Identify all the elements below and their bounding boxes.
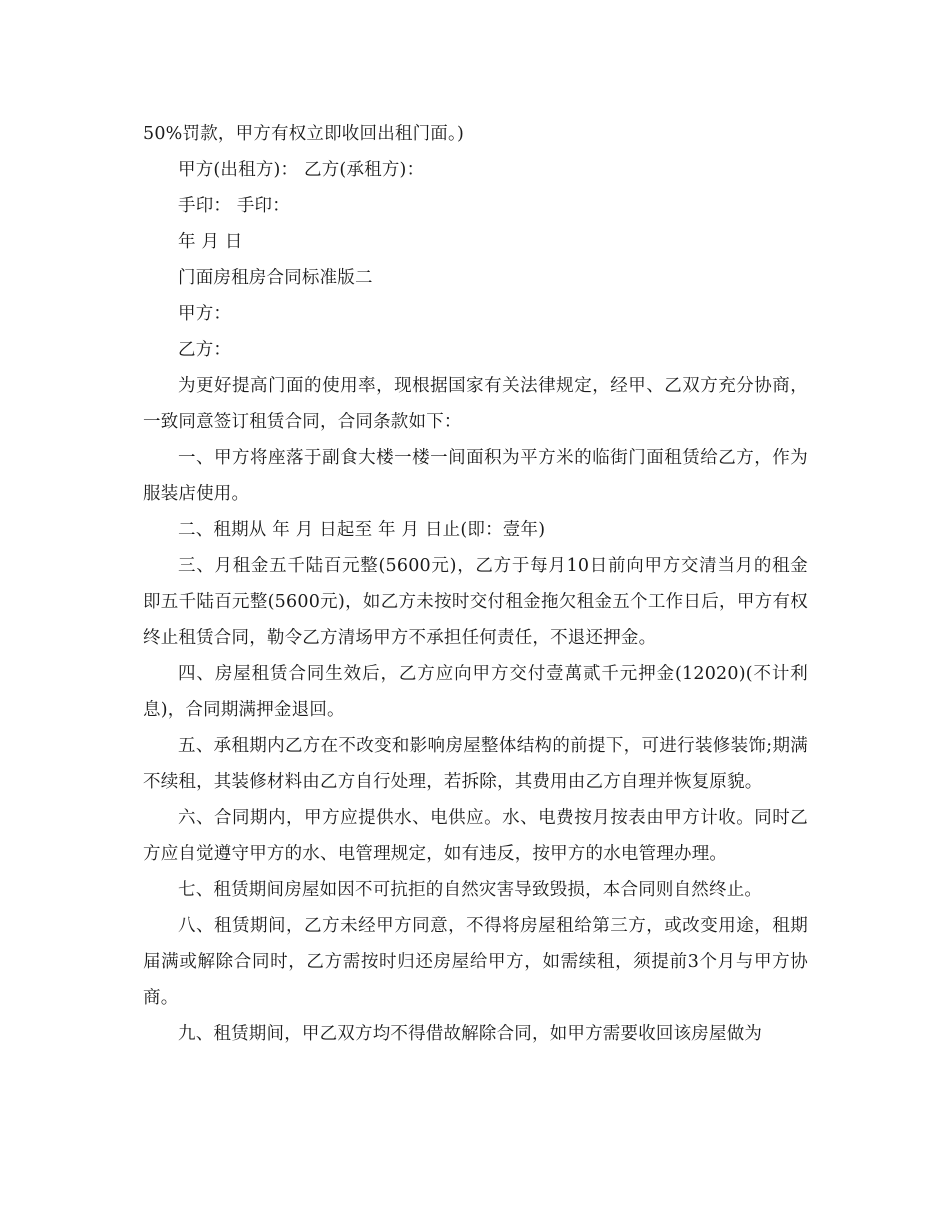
document-body <box>143 116 808 1052</box>
paragraph-party-b: 乙方： <box>178 340 232 360</box>
paragraph-clause-7: 七、租赁期间房屋如因不可抗拒的自然灾害导致毁损，本合同则自然终止。 <box>178 880 763 900</box>
paragraph-signature-parties: 甲方(出租方)： 乙方(承租方)： <box>178 160 425 180</box>
paragraph-penalty-clause-end: 50%罚款，甲方有权立即收回出租门面。) <box>143 124 464 144</box>
paragraph-signature-handprint: 手印： 手印： <box>178 196 290 216</box>
paragraph-clause-5: 五、承租期内乙方在不改变和影响房屋整体结构的前提下，可进行装修装饰;期满不续租，其装修材料由乙方自行处理，若拆除，其费用由乙方自理并恢复原貌。 <box>143 736 808 792</box>
paragraph-clause-3: 三、月租金五千陆百元整(5600元)，乙方于每月10日前向甲方交清当月的租金即五千陆百元整(5600元)，如乙方未按时交付租金拖欠租金五个工作日后，甲方有权终止租赁合同，勒令乙方清场甲方不承担任何责任，不退还押金。 <box>143 556 808 648</box>
paragraph-clause-2: 二、租期从 年 月 日起至 年 月 日止(即：壹年) <box>178 520 546 540</box>
paragraph-signature-date: 年 月 日 <box>178 232 243 252</box>
section-title: 门面房租房合同标准版二 <box>178 268 373 288</box>
paragraph-party-a: 甲方： <box>178 304 232 324</box>
paragraph-preamble: 为更好提高门面的使用率，现根据国家有关法律规定，经甲、乙双方充分协商，一致同意签订租赁合同，合同条款如下： <box>143 376 808 432</box>
paragraph-clause-8: 八、租赁期间，乙方未经甲方同意，不得将房屋租给第三方，或改变用途，租期届满或解除合同时，乙方需按时归还房屋给甲方，如需续租，须提前3个月与甲方协商。 <box>143 916 808 1008</box>
paragraph-clause-9: 九、租赁期间，甲乙双方均不得借故解除合同，如甲方需要收回该房屋做为 <box>178 1024 763 1044</box>
paragraph-clause-6: 六、合同期内，甲方应提供水、电供应。水、电费按月按表由甲方计收。同时乙方应自觉遵守甲方的水、电管理规定，如有违反，按甲方的水电管理办理。 <box>143 808 808 864</box>
paragraph-clause-1: 一、甲方将座落于副食大楼一楼一间面积为平方米的临街门面租赁给乙方，作为服装店使用。 <box>143 448 808 504</box>
paragraph-clause-4: 四、房屋租赁合同生效后，乙方应向甲方交付壹萬贰千元押金(12020)(不计利息)，合同期满押金退回。 <box>143 664 808 720</box>
